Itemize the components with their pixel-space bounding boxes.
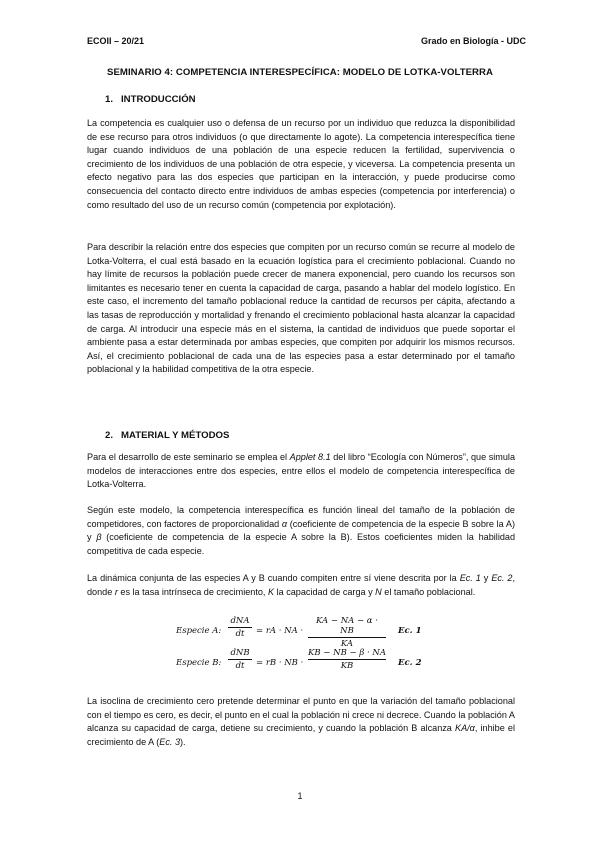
equation-middle: = rB · NB · [256,658,304,668]
methods-paragraph-4: La isoclina de crecimiento cero pretende determinar el punto en que la variación del tamaño poblacional con el tiempo es cero, es decir, el punto en el cual la población ni crece ni decrece. Cuando la población A alcanza su capacidad de carga, detiene su crecimiento, y cuando la población B alcanza KA/α, inhibe el crecimiento de A (Ec. 3). [87,696,515,747]
section-heading-introduccion [105,94,196,105]
header-course: ECOII – 20/21 [87,36,145,46]
equation-lhs-fraction: dNB dt [228,648,252,671]
methods-paragraph-1: Para el desarrollo de este seminario se emplea el Applet 8.1 del libro “Ecología con Números”, que simula modelos de interacciones entre dos especies, entre ellos el modelo de competencia interespecífica de Lotka-Volterra. [87,452,516,490]
methods-paragraph-3: La dinámica conjunta de las especies A y B cuando compiten entre sí viene descrita por la Ec. 1 y Ec. 2, donde r es la tasa intrínseca de crecimiento, K la capacidad de carga y N el tamaño poblacional. [87,573,515,597]
methods-paragraph-2: Según este modelo, la competencia interespecífica es función lineal del tamaño de la población de competidores, con factores de proporcionalidad α (coeficiente de competencia de la especie B sobre la A) y β (coeficiente de competencia de la especie A sobre la B). Estos coeficientes miden la habilidad competitiva de cada especie. [87,505,516,556]
section-title: MATERIAL Y MÉTODOS [121,430,230,441]
intro-paragraph-2: Para describir la relación entre dos especies que compiten por un recurso común se recurre al modelo de Lotka-Volterra, el cual está basado en la ecuación logística para el crecimiento poblacional. Cuando no hay límite de recursos la población puede crecer de manera exponencial, pero cuando los recursos son limitantes es necesario tener en cuenta la capacidad de carga, pasando a hablar del modelo logístico. En este caso, el incremento del tamaño poblacional reduce la cantidad de recursos per cápita, afectando a las tasas de reproducción y mortalidad y frenando el crecimiento poblacional hasta alcanzar la capacidad de carga. Al introducir una especie más en el sistema, la cantidad de individuos que puede soportar el ambiente pasa a estar determinada por ambas especies, que compiten por adquirir los mismos recursos. Así, el crecimiento poblacional de cada una de las especies pasa a estar determinado por el tamaño poblacional y la habilidad competitiva de la otra especie. [87,242,515,375]
equation-tag: Ec. 2 [398,658,422,668]
equation-middle: = rA · NA · [256,626,304,636]
equation-label: Especie B: [176,658,222,668]
header-degree: Grado en Biología - UDC [420,36,526,46]
section-heading-material-metodos [105,430,229,441]
equation-rhs-fraction: $\frac{KB - NB - \beta \cdot NA}{KB}$ [308,648,386,671]
equation-rhs-fraction: $\frac{KA - NA - \alpha \cdot NB}{KA}$ [308,616,386,649]
equation-lhs-fraction: dNA dt [228,616,252,639]
section-title: INTRODUCCIÓN [121,94,196,105]
intro-paragraph-1: La competencia es cualquier uso o defensa de un recurso por un individuo que reduzca la disponibilidad de ese recurso para otros individuos (o que directamente lo agote). La competencia interespecífica tiene lugar cuando individuos de una población de una especie reducen la fertilidad, supervivencia o crecimiento de los individuos de una población de otra especie, y viceversa. La competencia presenta un efecto negativo para las dos especies que participan en la interacción, y puede producirse como consecuencia del contacto directo entre individuos de ambas especies (competencia por interferencia) o como resultado del uso de un recurso común (competencia por explotación). [87,118,515,210]
section-number: 2. [105,430,114,441]
equation-label: Especie A: [176,626,222,636]
page-number: 1 [297,791,303,801]
section-number: 1. [105,94,114,105]
equation-tag: Ec. 1 [398,626,422,636]
page-title: SEMINARIO 4: COMPETENCIA INTERESPECÍFICA: MODELO DE LOTKA-VOLTERRA [107,67,493,78]
